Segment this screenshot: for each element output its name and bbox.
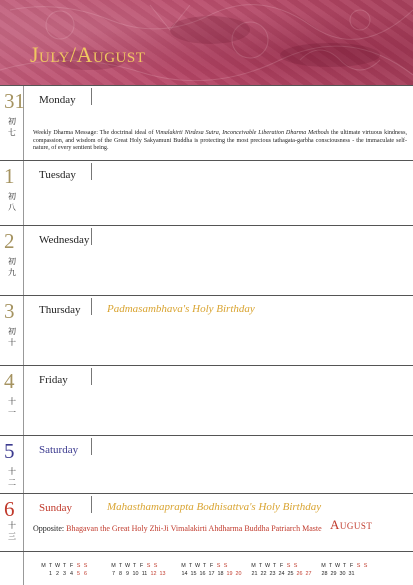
weekday-divider (91, 298, 92, 315)
lunar-date: 初八 (8, 192, 16, 212)
day-number: 5 (4, 439, 15, 463)
calendar-date: 6 (84, 571, 87, 577)
calendar-date: 7 (112, 571, 115, 577)
weekday-initial: T (202, 563, 207, 569)
date-gutter (0, 552, 24, 585)
calendar-date: 8 (119, 571, 122, 577)
mini-calendar (0, 551, 413, 585)
weekday-initial: S (286, 563, 291, 569)
weekday-initial: M (321, 563, 326, 569)
weekly-dharma-message (33, 130, 407, 153)
weekday-initial: T (62, 563, 67, 569)
week-dates (180, 570, 243, 578)
day-number: 31 (4, 89, 25, 113)
week-dates (40, 570, 89, 578)
calendar-date: 28 (321, 571, 328, 577)
weekday-initial: T (272, 563, 277, 569)
calendar-date: 14 (181, 571, 188, 577)
opposite-label: Opposite: (33, 524, 67, 533)
calendar-date: 11 (141, 571, 148, 577)
day-row-monday (0, 85, 413, 160)
day-number: 6 (4, 497, 15, 521)
lunar-date: 十一 (8, 397, 16, 417)
calendar-date: 13 (159, 571, 166, 577)
week-dates (320, 570, 377, 578)
weekday-header (320, 562, 377, 570)
weekday-initial: S (216, 563, 221, 569)
weekday-initial: S (83, 563, 88, 569)
calendar-date: 25 (287, 571, 294, 577)
weekday-initial: T (342, 563, 347, 569)
weekday-initial: M (111, 563, 116, 569)
calendar-date: 10 (132, 571, 139, 577)
calendar-date: 20 (235, 571, 242, 577)
message-title: Vimalakirti Nirdesa Sutra, Inconceivable Liberation Dharma Methods (155, 130, 330, 136)
calendar-date: 21 (251, 571, 258, 577)
calendar-date: 18 (217, 571, 224, 577)
weekday-initial: T (132, 563, 137, 569)
day-number: 3 (4, 299, 15, 323)
weekday-header (110, 562, 167, 570)
calendar-date: 3 (63, 571, 66, 577)
weekday-initial: M (41, 563, 46, 569)
day-row-saturday (0, 435, 413, 493)
event-text: Padmasambhava's Holy Birthday (107, 303, 255, 315)
calendar-date: 15 (190, 571, 197, 577)
lunar-date: 十三 (8, 521, 16, 541)
calendar-date: 22 (260, 571, 267, 577)
weekday-initial: S (223, 563, 228, 569)
weekday-initial: W (124, 563, 131, 569)
weekday-label: Wednesday (39, 234, 90, 246)
weekday-initial: T (188, 563, 193, 569)
lunar-date: 初十 (8, 327, 16, 347)
weekday-label: Saturday (39, 444, 79, 456)
lunar-date: 初七 (8, 117, 16, 137)
calendar-date: 31 (348, 571, 355, 577)
mini-calendar-week (40, 562, 89, 578)
mini-calendar-week (250, 562, 313, 578)
weekday-initial: M (181, 563, 186, 569)
mini-calendar-week (110, 562, 167, 578)
weekday-initial: W (194, 563, 201, 569)
weekday-divider (91, 496, 92, 513)
opposite-text: Bhagavan the Great Holy Zhi-Ji Vimalakirti Ahdharma Buddha Patriarch Maste (66, 524, 322, 533)
message-body: the ultimate virtuous kindness, compassion, and wisdom of the Great Holy Sakyamuni Buddha is protecting the most precious tathagata-garbha consciousness - the immaculate self-nature, of every sentient being. (33, 130, 407, 152)
calendar-date: 19 (226, 571, 233, 577)
weekday-initial: S (363, 563, 368, 569)
weekday-initial: T (258, 563, 263, 569)
weekday-header (250, 562, 313, 570)
weekday-initial: F (279, 563, 284, 569)
mini-calendar-week (180, 562, 243, 578)
calendar-date: 12 (150, 571, 157, 577)
calendar-date: 2 (56, 571, 59, 577)
calendar-date: 23 (269, 571, 276, 577)
day-row-sunday (0, 493, 413, 551)
calendar-date: 26 (296, 571, 303, 577)
weekday-label: Friday (39, 374, 68, 386)
weekday-label: Sunday (39, 502, 72, 514)
weekday-initial: F (139, 563, 144, 569)
weekday-initial: M (251, 563, 256, 569)
weekday-initial: T (118, 563, 123, 569)
weekday-initial: S (153, 563, 158, 569)
day-number: 1 (4, 164, 15, 188)
weekday-initial: W (54, 563, 61, 569)
weekday-header (180, 562, 243, 570)
lunar-date: 初九 (8, 257, 16, 277)
weekday-initial: S (76, 563, 81, 569)
weekday-initial: F (349, 563, 354, 569)
page-title: July/August (30, 42, 146, 67)
day-row-tuesday (0, 160, 413, 225)
weekday-initial: S (293, 563, 298, 569)
weekday-header (40, 562, 89, 570)
weekday-initial: W (334, 563, 341, 569)
day-row-friday (0, 365, 413, 435)
weekday-initial: F (209, 563, 214, 569)
calendar-date: 29 (330, 571, 337, 577)
weekday-label: Monday (39, 94, 76, 106)
weekday-initial: S (356, 563, 361, 569)
mini-calendar-week (320, 562, 377, 578)
weekday-divider (91, 368, 92, 385)
weekday-divider (91, 438, 92, 455)
calendar-date: 1 (49, 571, 52, 577)
event-text: Mahasthamaprapta Bodhisattva's Holy Birthday (107, 501, 322, 513)
day-row-thursday (0, 295, 413, 365)
weekday-divider (91, 88, 92, 105)
calendar-date: 24 (278, 571, 285, 577)
weekday-label: Tuesday (39, 169, 76, 181)
calendar-date: 9 (126, 571, 129, 577)
opposite-caption (33, 523, 333, 534)
week-dates (250, 570, 313, 578)
weekday-label: Thursday (39, 304, 81, 316)
calendar-date: 16 (199, 571, 206, 577)
weekday-initial: S (146, 563, 151, 569)
lunar-date: 十二 (8, 467, 16, 487)
header-banner (0, 0, 413, 85)
calendar-date: 4 (70, 571, 73, 577)
weekday-divider (91, 228, 92, 245)
weekday-initial: F (69, 563, 74, 569)
weekday-initial: T (328, 563, 333, 569)
calendar-date: 27 (305, 571, 312, 577)
day-row-wednesday (0, 225, 413, 295)
weekday-initial: W (264, 563, 271, 569)
weekday-initial: T (48, 563, 53, 569)
message-prefix: Weekly Dharma Message: The doctrinal ideal of (33, 130, 156, 136)
weekday-divider (91, 163, 92, 180)
calendar-date: 30 (339, 571, 346, 577)
calendar-date: 5 (77, 571, 80, 577)
week-dates (110, 570, 167, 578)
month-label: August (330, 517, 373, 532)
day-number: 2 (4, 229, 15, 253)
calendar-date: 17 (208, 571, 215, 577)
day-number: 4 (4, 369, 15, 393)
